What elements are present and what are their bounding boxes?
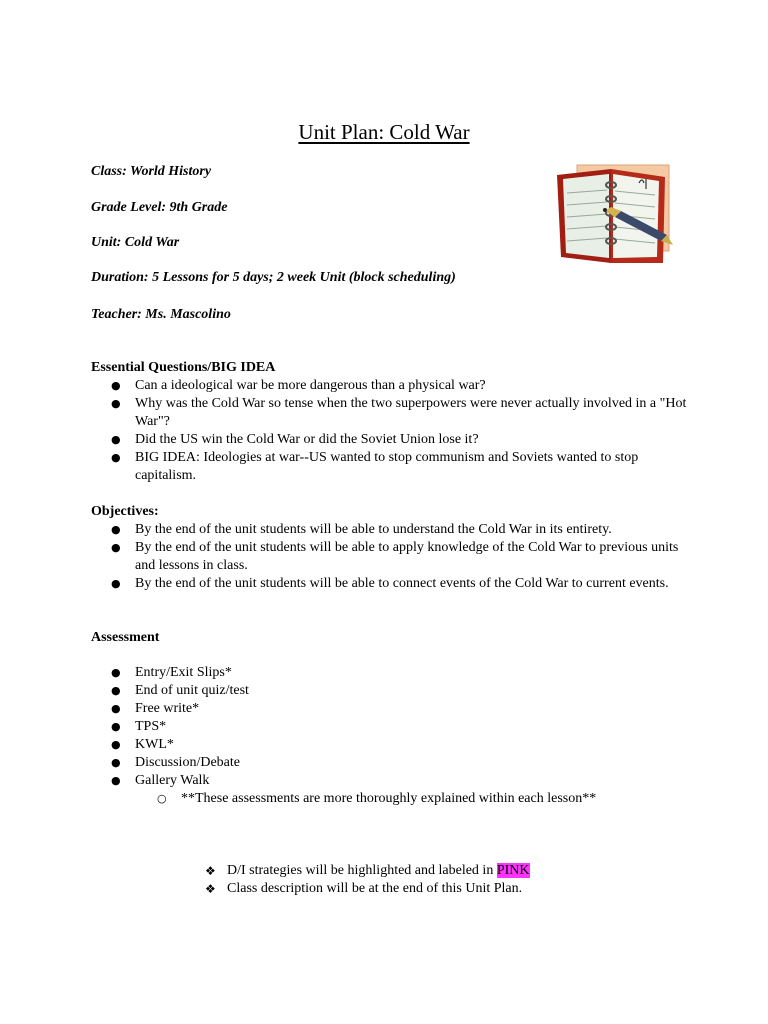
assessment-subnote: ○ **These assessments are more thoroughly explained within each lesson** [91,790,701,808]
assessment-list [91,664,701,808]
pink-highlight: PINK [496,863,530,878]
essential-questions-heading: Essential Questions/BIG IDEA [91,360,276,375]
list-item: ● BIG IDEA: Ideologies at war--US wanted to stop communism and Soviets wanted to stop capitalism. [91,449,701,485]
duration-field: Duration: 5 Lessons for 5 days; 2 week Unit (block scheduling) [91,270,456,285]
list-item: ● TPS* [91,718,701,736]
list-item: ● Discussion/Debate [91,754,701,772]
di-strategies-note [205,862,530,880]
notebook-with-pen-icon [553,159,675,269]
di-note-text: D/I strategies will be highlighted and labeled in [227,863,497,878]
page-title: Unit Plan: Cold War [298,120,470,144]
list-item: ● By the end of the unit students will be able to understand the Cold War in its entirety. [91,521,701,539]
notes-list [205,862,530,898]
essential-questions-section [91,359,701,485]
assessment-heading: Assessment [91,630,160,645]
list-item: ● Free write* [91,700,701,718]
class-description-note: ❖ Class description will be at the end of this Unit Plan. [205,880,530,898]
list-item: ● KWL* [91,736,701,754]
list-item: ● Did the US win the Cold War or did the Soviet Union lose it? [91,431,701,449]
objectives-heading: Objectives: [91,504,159,519]
objectives-section [91,503,701,593]
list-item: ● Why was the Cold War so tense when the two superpowers were never actually involved in a "Hot War"? [91,395,701,431]
list-item: ● By the end of the unit students will be able to connect events of the Cold War to current events. [91,575,701,593]
class-field: Class: World History [91,164,212,179]
unit-field: Unit: Cold War [91,235,180,250]
list-item: ● Entry/Exit Slips* [91,664,701,682]
list-item: ● End of unit quiz/test [91,682,701,700]
list-item: ● By the end of the unit students will be able to apply knowledge of the Cold War to previous units and lessons in class. [91,539,701,575]
teacher-field: Teacher: Ms. Mascolino [91,307,231,322]
grade-level-field: Grade Level: 9th Grade [91,200,228,215]
list-item: ● Can a ideological war be more dangerous than a physical war? [91,377,701,395]
list-item: ● Gallery Walk [91,772,701,790]
assessment-section [91,629,701,647]
